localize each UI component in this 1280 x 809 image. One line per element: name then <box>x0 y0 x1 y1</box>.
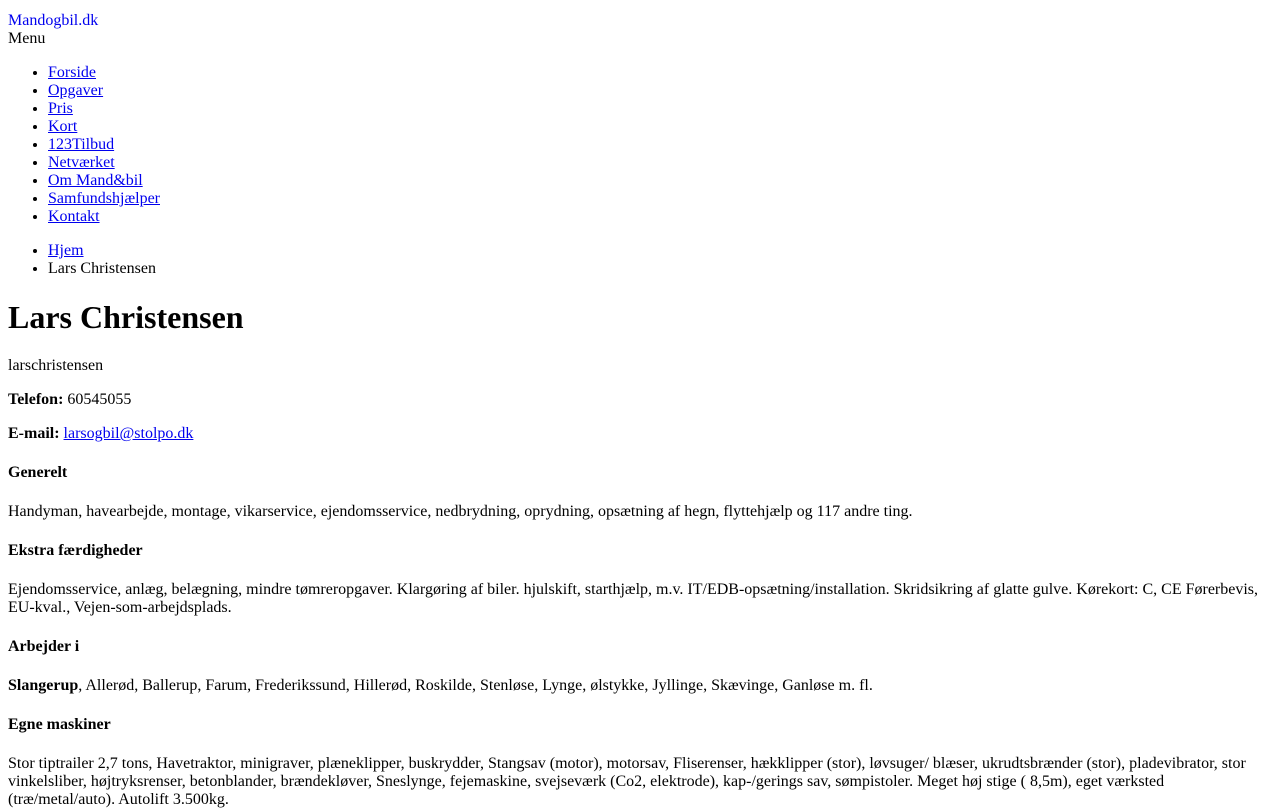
main-nav <box>8 64 1272 226</box>
phone-row <box>8 391 1272 409</box>
work-area-heading: Arbejder i <box>8 638 80 655</box>
logo-image <box>8 12 98 30</box>
phone-label: Telefon: <box>8 391 64 408</box>
nav-link-pris[interactable]: Pris <box>48 100 73 117</box>
profile-photo <box>8 357 1272 375</box>
nav-link-kontakt[interactable]: Kontakt <box>48 208 100 225</box>
email-link[interactable]: larsogbil@stolpo.dk <box>63 425 194 442</box>
nav-link-om-mand-bil[interactable]: Om Mand&bil <box>48 172 143 189</box>
breadcrumb-item-current: • Lars Christensen <box>48 260 1272 278</box>
work-area-text <box>8 677 1272 695</box>
machines-heading: Egne maskiner <box>8 716 111 733</box>
work-area-others: , Allerød, Ballerup, Farum, Frederikssund, Hillerød, Roskilde, Stenløse, Lynge, ølstykke, Jyllinge, Skævinge, Ganløse m. fl. <box>78 677 873 694</box>
breadcrumb <box>8 242 1272 278</box>
nav-item-kort <box>48 118 1272 136</box>
profile-photo-alt-text: larschristensen <box>8 357 104 374</box>
breadcrumb-item-home <box>48 242 1272 260</box>
nav-link-123tilbud[interactable]: 123Tilbud <box>48 136 115 153</box>
nav-item-samfundshjaelper <box>48 190 1272 208</box>
work-area-primary: Slangerup <box>8 677 79 694</box>
logo-link[interactable] <box>8 8 98 30</box>
extra-skills-text: Ejendomsservice, anlæg, belægning, mindre tømreropgaver. Klargøring af biler. hjulskift, starthjælp, m.v. IT/EDB-opsætning/installation. Skridsikring af glatte gulve. Kørekort: C, CE Førerbevis, EU-kval., Vejen-som-arbejdsplads. <box>8 581 1259 616</box>
nav-link-opgaver[interactable]: Opgaver <box>48 82 104 99</box>
page-title: Lars Christensen <box>8 299 244 335</box>
menu-toggle[interactable]: Menu <box>8 30 46 47</box>
nav-item-forside <box>48 64 1272 82</box>
breadcrumb-home-link[interactable]: Hjem <box>48 242 84 259</box>
nav-link-kort[interactable]: Kort <box>48 118 78 135</box>
nav-item-pris <box>48 100 1272 118</box>
nav-link-samfundshjaelper[interactable]: Samfundshjælper <box>48 190 160 207</box>
nav-link-forside[interactable]: Forside <box>48 64 96 81</box>
nav-item-123tilbud <box>48 136 1272 154</box>
general-heading: Generelt <box>8 464 68 481</box>
extra-skills-heading: Ekstra færdigheder <box>8 542 143 559</box>
nav-link-netvaerket[interactable]: Netværket <box>48 154 115 171</box>
nav-item-opgaver <box>48 82 1272 100</box>
nav-item-netvaerket <box>48 154 1272 172</box>
email-label: E-mail: <box>8 425 60 442</box>
nav-item-om-mand-bil <box>48 172 1272 190</box>
machines-text: Stor tiptrailer 2,7 tons, Havetraktor, minigraver, plæneklipper, buskrydder, Stangsav (motor), motorsav, Fliserenser, hækklipper (stor), løvsuger/ blæser, ukrudtsbrænder (stor), pladevibrator, stor vinkelsliber, højtryksrenser, betonblander, brændekløver, Sneslynge, fejemaskine, svejseværk (Co2, elektrode), kap-/gerings sav, sømpistoler. Meget høj stige ( 8,5m), eget værksted (træ/metal/auto). Autolift 3.500kg. <box>8 755 1246 808</box>
phone-value: 60545055 <box>63 391 132 408</box>
general-text: Handyman, havearbejde, montage, vikarservice, ejendomsservice, nedbrydning, oprydning, opsætning af hegn, flyttehjælp og 117 andre ting. <box>8 503 913 520</box>
nav-item-kontakt <box>48 208 1272 226</box>
email-row <box>8 425 1272 443</box>
logo-alt-text: Mandogbil.dk <box>8 12 99 29</box>
